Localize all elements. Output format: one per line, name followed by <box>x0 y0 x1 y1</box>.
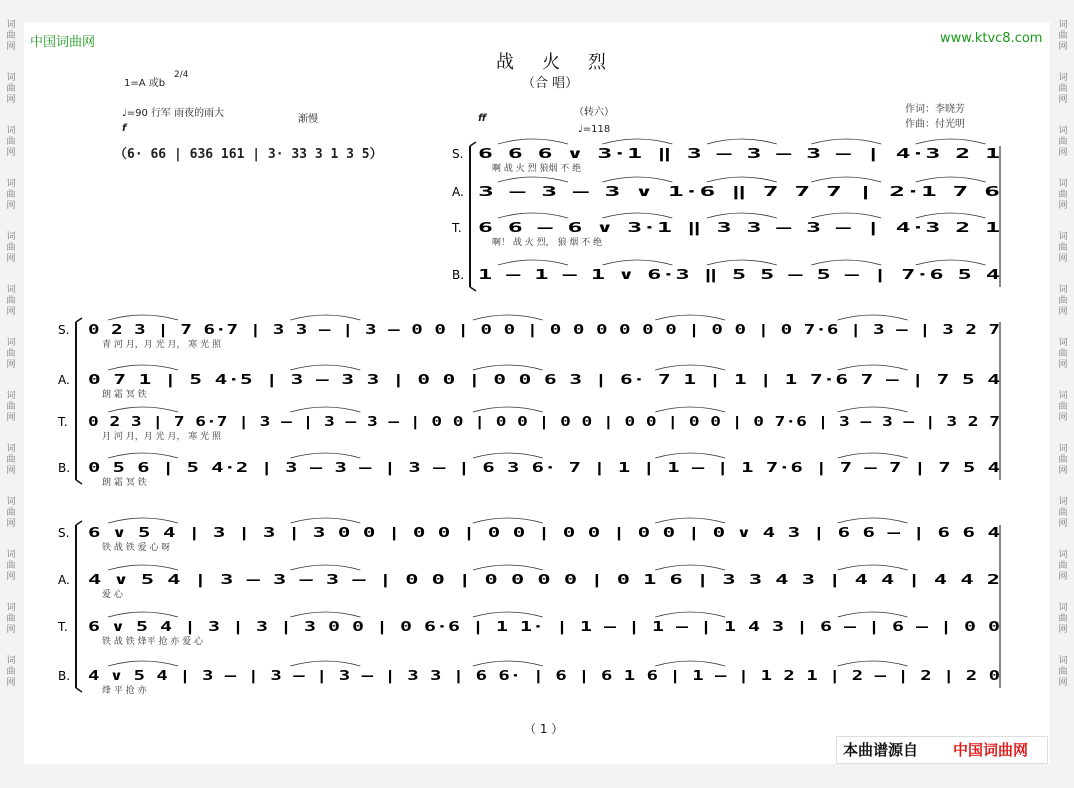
footer-source-label: 本曲谱源自 <box>843 741 919 759</box>
watermark-glyphs: 词 曲 网 <box>6 73 16 105</box>
slur-arc <box>108 661 178 666</box>
slur-arc <box>108 565 178 570</box>
song-title: 战火烈 <box>496 52 634 73</box>
slur-arc <box>707 213 777 218</box>
slur-arc <box>473 518 543 523</box>
slur-arc <box>655 407 725 412</box>
watermark-glyphs: 词 曲 网 <box>6 232 16 264</box>
slur-arc <box>707 177 777 182</box>
slur-arc <box>602 213 672 218</box>
slur-arc <box>811 139 881 144</box>
slur-arc <box>108 315 178 320</box>
watermark-glyphs: 词 曲 网 <box>1058 497 1068 529</box>
slur-arc <box>290 565 360 570</box>
voice-label: A. <box>452 185 464 199</box>
watermark-glyphs: 词 曲 网 <box>6 603 16 635</box>
slur-arc <box>655 565 725 570</box>
voice-label: T. <box>58 620 68 634</box>
slur-arc <box>916 213 986 218</box>
dynamic-f: f <box>122 123 127 134</box>
bracket-hook-top <box>470 142 476 146</box>
watermark-glyphs: 词 曲 网 <box>1058 285 1068 317</box>
tempo-main: ♩=118 <box>578 124 611 135</box>
key-signature: 1=A 或b <box>124 78 166 89</box>
notes-line: 0 5 6 | 5 4·2 | 3 – 3 – | 3 – | 6 3 6· 7 | 1 | 1 – | 1 7·6 | 7 – 7 | 7 5 4 <box>88 461 1001 476</box>
slur-arc <box>838 407 908 412</box>
slur-arc <box>498 139 568 144</box>
watermark-glyphs: 词 曲 网 <box>6 391 16 423</box>
watermark-glyphs: 词 曲 网 <box>1058 20 1068 52</box>
lyrics-line: 青 河 月，月 光 月， 寒 光 照 <box>102 340 222 350</box>
watermark-glyphs: 词 曲 网 <box>1058 391 1068 423</box>
watermark-glyphs: 词 曲 网 <box>6 444 16 476</box>
watermark-glyphs: 词 曲 网 <box>1058 179 1068 211</box>
notes-line: 1 – 1 – 1 ∨ 6·3 ‖ 5 5 – 5 – | 7·6 5 4 <box>478 268 1001 283</box>
page-number: （ 1 ） <box>524 722 564 736</box>
slur-arc <box>290 407 360 412</box>
tempo-intro: ♩=90 行军 雨夜的雨大 <box>122 108 225 119</box>
slur-arc <box>290 365 360 370</box>
slur-arc <box>838 661 908 666</box>
slur-arc <box>655 365 725 370</box>
watermark-glyphs: 词 曲 网 <box>6 497 16 529</box>
lyrics-line: 月 河 月，月 光 月， 寒 光 照 <box>102 432 222 442</box>
notes-line: 0 2 3 | 7 6·7 | 3 – | 3 – 3 – | 0 0 | 0 0 | 0 0 | 0 0 | 0 0 | 0 7·6 | 3 – 3 – | 3 2 7 <box>88 415 1000 430</box>
slur-arc <box>473 365 543 370</box>
notes-line: 3 – 3 – 3 ∨ 1·6 ‖ 7 7 7 | 2·1 7 6 <box>478 185 1001 200</box>
watermark-glyphs: 词 曲 网 <box>1058 338 1068 370</box>
time-signature: 2/4 <box>174 70 189 80</box>
slur-arc <box>655 518 725 523</box>
notes-line: 4 ∨ 5 4 | 3 – 3 – 3 – | 0 0 | 0 0 0 0 | 0 1 6 | 3 3 4 3 | 4 4 | 4 4 2 <box>88 573 1000 588</box>
slur-arc <box>916 177 986 182</box>
bracket-hook-bottom <box>76 688 82 692</box>
bracket-hook-top <box>76 521 82 525</box>
slur-arc <box>838 565 908 570</box>
slur-arc <box>108 365 178 370</box>
intro-line: （6· 66 | 636 161 | 3· 33 3 1 3 5） <box>114 147 383 162</box>
voice-label: T. <box>452 221 462 235</box>
key-change-marking: （转六） <box>574 107 614 118</box>
watermark-glyphs: 词 曲 网 <box>6 20 16 52</box>
slur-arc <box>916 260 986 265</box>
notes-line: 0 7 1 | 5 4·5 | 3 – 3 3 | 0 0 | 0 0 6 3 | 6· 7 1 | 1 | 1 7·6 7 – | 7 5 4 <box>88 373 1001 388</box>
slur-arc <box>473 315 543 320</box>
slur-arc <box>498 213 568 218</box>
slur-arc <box>108 518 178 523</box>
lyrics-line: 烽 平 抢 亦 <box>102 686 147 696</box>
voice-label: B. <box>58 461 71 475</box>
watermark-glyphs: 词 曲 网 <box>6 550 16 582</box>
slur-arc <box>473 407 543 412</box>
lyrics-line: 朗 霜 冥 铁 <box>102 478 147 488</box>
ritard-marking: 渐慢 <box>298 114 318 125</box>
notes-line: 6 6 – 6 ∨ 3·1 ‖ 3 3 – 3 – | 4·3 2 1 <box>478 221 1001 236</box>
voice-label: A. <box>58 373 70 387</box>
voice-label: A. <box>58 573 70 587</box>
notes-line: 6 6 6 ∨ 3·1 ‖ 3 – 3 – 3 – | 4·3 2 1 <box>478 147 1001 162</box>
dynamic-ff: ff <box>478 113 487 124</box>
slur-arc <box>838 365 908 370</box>
slur-arc <box>473 565 543 570</box>
voice-label: S. <box>58 323 70 337</box>
slur-arc <box>811 260 881 265</box>
lyrics-line: 铁 战 铁 爱 心 呀 <box>102 543 171 553</box>
bracket-hook-top <box>76 318 82 322</box>
lyrics-line: 啊 战 火 烈 狼烟 不 绝 <box>492 164 582 174</box>
slur-arc <box>290 315 360 320</box>
watermark-glyphs: 词 曲 网 <box>1058 232 1068 264</box>
slur-arc <box>498 177 568 182</box>
watermark-glyphs: 词 曲 网 <box>6 285 16 317</box>
slur-arc <box>290 661 360 666</box>
slur-arc <box>473 453 543 458</box>
slur-arc <box>811 177 881 182</box>
footer-source-site[interactable]: 中国词曲网 <box>953 741 1029 759</box>
slur-arc <box>916 139 986 144</box>
bracket-hook-bottom <box>76 480 82 484</box>
slur-arc <box>473 612 543 617</box>
lyrics-line: 啊！ 战 火 烈， 狼 烟 不 绝 <box>492 238 603 248</box>
slur-arc <box>707 139 777 144</box>
watermark-glyphs: 词 曲 网 <box>1058 603 1068 635</box>
slur-arc <box>655 661 725 666</box>
watermark-glyphs: 词 曲 网 <box>6 179 16 211</box>
slur-arc <box>811 213 881 218</box>
slur-arc <box>290 453 360 458</box>
voice-label: T. <box>58 415 68 429</box>
watermark-glyphs: 词 曲 网 <box>1058 550 1068 582</box>
slur-arc <box>108 453 178 458</box>
composer-credit: 作曲：付光明 <box>905 119 965 130</box>
slur-arc <box>838 612 908 617</box>
lyrics-line: 朗 霜 冥 铁 <box>102 390 147 400</box>
voice-label: S. <box>452 147 464 161</box>
slur-arc <box>602 260 672 265</box>
song-subtitle: （合 唱） <box>522 76 579 91</box>
notes-line: 6 ∨ 5 4 | 3 | 3 | 3 0 0 | 0 6·6 | 1 1· | 1 – | 1 – | 1 4 3 | 6 – | 6 – | 0 0 <box>88 620 1001 635</box>
watermark-glyphs: 词 曲 网 <box>1058 656 1068 688</box>
watermark-glyphs: 词 曲 网 <box>6 126 16 158</box>
watermark-glyphs: 词 曲 网 <box>1058 126 1068 158</box>
lyrics-line: 爱 心 <box>102 590 123 600</box>
slur-arc <box>473 661 543 666</box>
slur-arc <box>655 315 725 320</box>
source-footer[interactable] <box>836 736 1048 764</box>
slur-arc <box>602 177 672 182</box>
slur-arc <box>707 260 777 265</box>
bracket-hook-bottom <box>470 287 476 291</box>
watermark-glyphs: 词 曲 网 <box>6 656 16 688</box>
slur-arc <box>838 315 908 320</box>
slur-arc <box>655 612 725 617</box>
notes-line: 4 ∨ 5 4 | 3 – | 3 – | 3 – | 3 3 | 6 6· | 6 | 6 1 6 | 1 – | 1 2 1 | 2 – | 2 | 2 0 <box>88 669 1001 684</box>
slur-arc <box>498 260 568 265</box>
notes-line: 6 ∨ 5 4 | 3 | 3 | 3 0 0 | 0 0 | 0 0 | 0 0 | 0 0 | 0 ∨ 4 3 | 6 6 – | 6 6 4 <box>88 526 1001 541</box>
slur-arc <box>602 139 672 144</box>
slur-arc <box>838 453 908 458</box>
voice-label: B. <box>58 669 71 683</box>
lyrics-line: 铁 战 铁 烽平 抢 亦 爱 心 <box>102 637 204 647</box>
voice-label: S. <box>58 526 70 540</box>
watermark-glyphs: 词 曲 网 <box>6 338 16 370</box>
site-logo-left[interactable]: 中国词曲网 <box>30 35 96 50</box>
slur-arc <box>655 453 725 458</box>
lyricist-credit: 作词：李晓芳 <box>905 104 965 115</box>
slur-arc <box>290 612 360 617</box>
slur-arc <box>290 518 360 523</box>
site-url-right[interactable]: www.ktvc8.com <box>940 31 1043 46</box>
slur-arc <box>108 612 178 617</box>
voice-label: B. <box>452 268 465 282</box>
slur-arc <box>838 518 908 523</box>
notes-line: 0 2 3 | 7 6·7 | 3 3 – | 3 – 0 0 | 0 0 | 0 0 0 0 0 0 | 0 0 | 0 7·6 | 3 – | 3 2 7 <box>88 323 1000 338</box>
watermark-glyphs: 词 曲 网 <box>1058 444 1068 476</box>
slur-arc <box>108 407 178 412</box>
watermark-glyphs: 词 曲 网 <box>1058 73 1068 105</box>
